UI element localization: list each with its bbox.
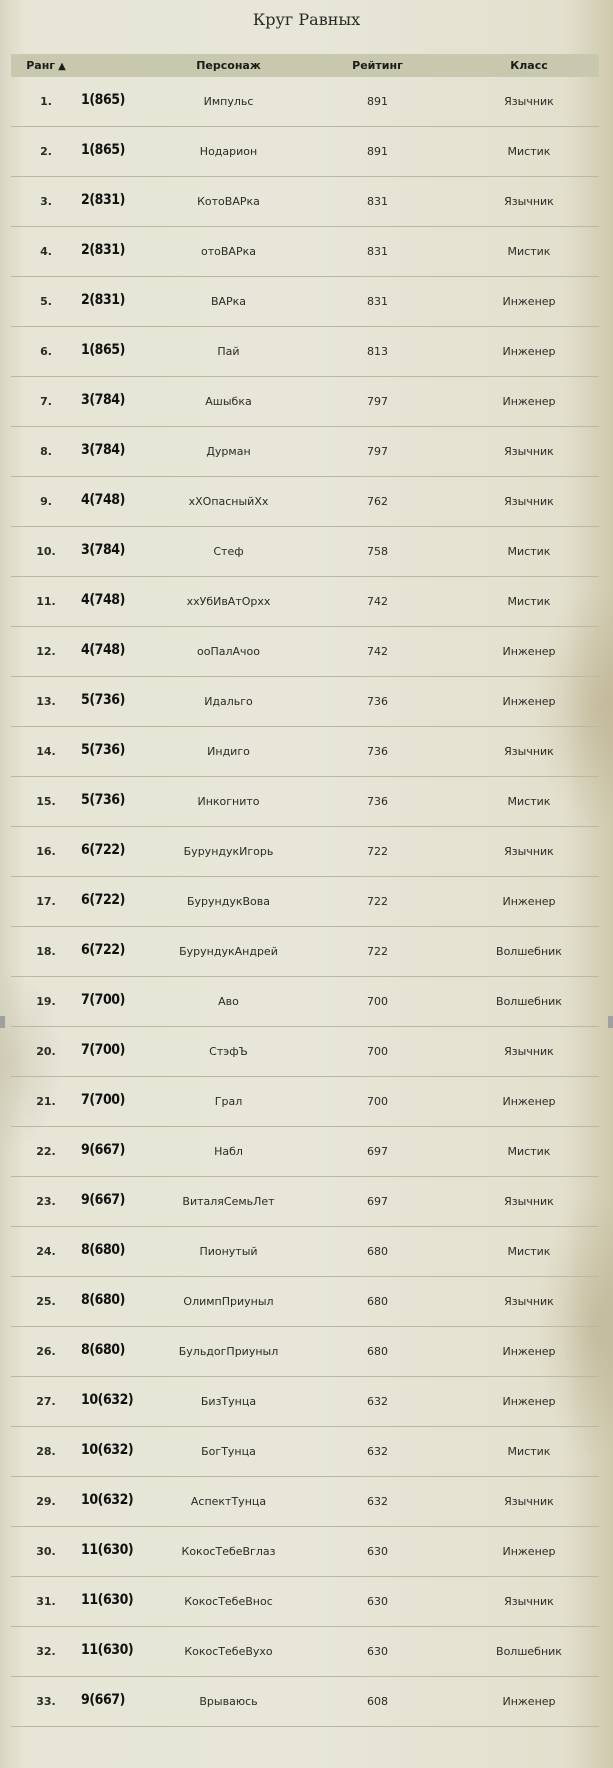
rank-cell: 11. — [36, 595, 56, 608]
class-cell: Язычник — [504, 1195, 554, 1208]
class-cell: Язычник — [504, 495, 554, 508]
table-body — [11, 77, 599, 1727]
table-row — [11, 1527, 599, 1577]
class-cell: Язычник — [504, 95, 554, 108]
class-cell: Инженер — [502, 695, 556, 708]
table-row — [11, 127, 599, 177]
character-name-cell[interactable]: БурундукАндрей — [179, 945, 278, 958]
character-name-cell[interactable]: ВиталяСемьЛет — [182, 1195, 275, 1208]
class-cell: Инженер — [502, 1695, 556, 1708]
bracket-cell: 4(748) — [81, 591, 125, 608]
rank-cell: 8. — [40, 445, 52, 458]
ranking-table — [11, 54, 599, 1727]
rank-cell: 17. — [36, 895, 56, 908]
character-name-cell[interactable]: Индиго — [207, 745, 250, 758]
sort-ascending-icon[interactable]: ▲ — [58, 61, 66, 72]
rank-cell: 10. — [36, 545, 56, 558]
class-cell: Волшебник — [496, 995, 562, 1008]
class-cell: Инженер — [502, 395, 556, 408]
bracket-cell: 10(632) — [81, 1491, 134, 1508]
rating-cell: 797 — [367, 445, 388, 458]
bracket-cell: 1(865) — [81, 91, 125, 108]
rating-cell: 630 — [367, 1595, 388, 1608]
table-row — [11, 777, 599, 827]
header-class[interactable]: Класс — [510, 59, 548, 72]
table-row — [11, 1227, 599, 1277]
character-name-cell[interactable]: Ашыбка — [205, 395, 252, 408]
class-cell: Мистик — [507, 795, 551, 808]
character-name-cell[interactable]: КокосТебеВглаз — [181, 1545, 276, 1558]
class-cell: Язычник — [504, 1595, 554, 1608]
character-name-cell[interactable]: ОлимпПриуныл — [183, 1295, 274, 1308]
table-row — [11, 1327, 599, 1377]
rank-cell: 24. — [36, 1245, 56, 1258]
character-name-cell[interactable]: ВАРка — [210, 295, 247, 308]
character-name-cell[interactable]: Врываюсь — [199, 1695, 258, 1708]
left-edge-marker — [0, 1016, 5, 1028]
class-cell: Волшебник — [496, 1645, 562, 1658]
rank-cell: 16. — [36, 845, 56, 858]
character-name-cell[interactable]: Инкогнито — [197, 795, 260, 808]
character-name-cell[interactable]: СтэфЪ — [209, 1045, 248, 1058]
character-name-cell[interactable]: отоВАРка — [201, 245, 256, 258]
bracket-cell: 6(722) — [81, 841, 125, 858]
rating-cell: 680 — [367, 1345, 388, 1358]
bracket-cell: 8(680) — [81, 1291, 125, 1308]
class-cell: Мистик — [507, 1445, 551, 1458]
character-name-cell[interactable]: БульдогПриуныл — [178, 1345, 279, 1358]
class-cell: Мистик — [507, 545, 551, 558]
bracket-cell: 9(667) — [81, 1141, 125, 1158]
table-header — [11, 54, 599, 77]
rating-cell: 813 — [367, 345, 388, 358]
character-name-cell[interactable]: АспектТунца — [190, 1495, 267, 1508]
bracket-cell: 11(630) — [81, 1641, 134, 1658]
table-row — [11, 477, 599, 527]
rating-cell: 630 — [367, 1545, 388, 1558]
character-name-cell[interactable]: Стеф — [213, 545, 244, 558]
character-name-cell[interactable]: Идальго — [204, 695, 253, 708]
bracket-cell: 7(700) — [81, 991, 125, 1008]
right-edge-marker — [608, 1016, 613, 1028]
class-cell: Инженер — [502, 895, 556, 908]
rating-cell: 797 — [367, 395, 388, 408]
bracket-cell: 2(831) — [81, 291, 125, 308]
header-rank-label: Ранг — [26, 59, 56, 72]
class-cell: Мистик — [507, 145, 551, 158]
character-name-cell[interactable]: БурундукИгорь — [183, 845, 274, 858]
rank-cell: 13. — [36, 695, 56, 708]
character-name-cell[interactable]: Пионутый — [199, 1245, 258, 1258]
rank-cell: 33. — [36, 1695, 56, 1708]
table-row — [11, 977, 599, 1027]
rating-cell: 831 — [367, 195, 388, 208]
bracket-cell: 3(784) — [81, 441, 125, 458]
rating-cell: 891 — [367, 145, 388, 158]
rating-cell: 742 — [367, 645, 388, 658]
rank-cell: 26. — [36, 1345, 56, 1358]
bracket-cell: 8(680) — [81, 1241, 125, 1258]
class-cell: Инженер — [502, 295, 556, 308]
bracket-cell: 3(784) — [81, 391, 125, 408]
rank-cell: 15. — [36, 795, 56, 808]
class-cell: Мистик — [507, 595, 551, 608]
class-cell: Инженер — [502, 1545, 556, 1558]
class-cell: Язычник — [504, 1045, 554, 1058]
character-name-cell[interactable]: БизТунца — [200, 1395, 257, 1408]
character-name-cell[interactable]: БурундукВова — [187, 895, 270, 908]
class-cell: Язычник — [504, 845, 554, 858]
rank-cell: 5. — [40, 295, 52, 308]
bracket-cell: 9(667) — [81, 1191, 125, 1208]
bracket-cell: 4(748) — [81, 641, 125, 658]
table-row — [11, 1477, 599, 1527]
rating-cell: 700 — [367, 995, 388, 1008]
bracket-cell: 11(630) — [81, 1541, 134, 1558]
class-cell: Язычник — [504, 1495, 554, 1508]
class-cell: Язычник — [504, 445, 554, 458]
table-row — [11, 877, 599, 927]
character-name-cell[interactable]: БогТунца — [201, 1445, 256, 1458]
table-row — [11, 77, 599, 127]
class-cell: Инженер — [502, 645, 556, 658]
rating-cell: 632 — [367, 1395, 388, 1408]
bracket-cell: 5(736) — [81, 791, 125, 808]
table-row — [11, 327, 599, 377]
rank-cell: 30. — [36, 1545, 56, 1558]
rank-cell: 25. — [36, 1295, 56, 1308]
rating-cell: 630 — [367, 1645, 388, 1658]
table-row — [11, 1427, 599, 1477]
bracket-cell: 5(736) — [81, 741, 125, 758]
rank-cell: 9. — [40, 495, 52, 508]
table-row — [11, 1377, 599, 1427]
table-row — [11, 1127, 599, 1177]
rating-cell: 722 — [367, 845, 388, 858]
class-cell: Язычник — [504, 1295, 554, 1308]
character-name-cell[interactable]: Набл — [214, 1145, 243, 1158]
table-row — [11, 277, 599, 327]
character-name-cell[interactable]: Импульс — [203, 95, 254, 108]
class-cell: Язычник — [504, 195, 554, 208]
table-row — [11, 927, 599, 977]
rank-cell: 7. — [40, 395, 52, 408]
table-row — [11, 227, 599, 277]
rating-cell: 700 — [367, 1045, 388, 1058]
rank-cell: 14. — [36, 745, 56, 758]
rating-cell: 680 — [367, 1245, 388, 1258]
rating-cell: 736 — [367, 795, 388, 808]
table-row — [11, 1077, 599, 1127]
rating-cell: 632 — [367, 1445, 388, 1458]
table-row — [11, 627, 599, 677]
rank-cell: 2. — [40, 145, 52, 158]
class-cell: Инженер — [502, 1395, 556, 1408]
rating-cell: 736 — [367, 745, 388, 758]
rating-cell: 891 — [367, 95, 388, 108]
rank-cell: 21. — [36, 1095, 56, 1108]
table-row — [11, 827, 599, 877]
class-cell: Мистик — [507, 245, 551, 258]
character-name-cell[interactable]: ооПалАчоо — [197, 645, 260, 658]
class-cell: Инженер — [502, 345, 556, 358]
bracket-cell: 10(632) — [81, 1391, 134, 1408]
bracket-cell: 7(700) — [81, 1041, 125, 1058]
class-cell: Язычник — [504, 745, 554, 758]
table-row — [11, 1177, 599, 1227]
bracket-cell: 3(784) — [81, 541, 125, 558]
table-row — [11, 1277, 599, 1327]
character-name-cell[interactable]: Нодарион — [199, 145, 258, 158]
character-name-cell[interactable]: Пай — [217, 345, 240, 358]
rating-cell: 632 — [367, 1495, 388, 1508]
header-character[interactable]: Персонаж — [196, 59, 261, 72]
rating-cell: 697 — [367, 1195, 388, 1208]
class-cell: Инженер — [502, 1095, 556, 1108]
character-name-cell[interactable]: КокосТебеВухо — [184, 1645, 273, 1658]
rank-cell: 3. — [40, 195, 52, 208]
rank-cell: 22. — [36, 1145, 56, 1158]
bracket-cell: 1(865) — [81, 341, 125, 358]
bracket-cell: 8(680) — [81, 1341, 125, 1358]
header-rating[interactable]: Рейтинг — [352, 59, 403, 72]
rank-cell: 20. — [36, 1045, 56, 1058]
table-row — [11, 377, 599, 427]
table-row — [11, 577, 599, 627]
table-row — [11, 677, 599, 727]
page-title: Круг Равных — [252, 10, 361, 29]
class-cell: Мистик — [507, 1145, 551, 1158]
table-row — [11, 1677, 599, 1727]
rank-cell: 12. — [36, 645, 56, 658]
character-name-cell[interactable]: хХОпасныйХх — [188, 495, 269, 508]
rating-cell: 722 — [367, 945, 388, 958]
bracket-cell: 5(736) — [81, 691, 125, 708]
rank-cell: 31. — [36, 1595, 56, 1608]
bracket-cell: 7(700) — [81, 1091, 125, 1108]
header-rank[interactable] — [11, 59, 81, 72]
character-name-cell[interactable]: Дурман — [206, 445, 251, 458]
rating-cell: 758 — [367, 545, 388, 558]
character-name-cell[interactable]: ххУбИвАтОрхх — [186, 595, 271, 608]
rank-cell: 29. — [36, 1495, 56, 1508]
class-cell: Волшебник — [496, 945, 562, 958]
rating-cell: 700 — [367, 1095, 388, 1108]
table-row — [11, 527, 599, 577]
character-name-cell[interactable]: КотоВАРка — [197, 195, 260, 208]
rating-cell: 608 — [367, 1695, 388, 1708]
table-row — [11, 427, 599, 477]
rank-cell: 28. — [36, 1445, 56, 1458]
rank-cell: 18. — [36, 945, 56, 958]
bracket-cell: 11(630) — [81, 1591, 134, 1608]
bracket-cell: 9(667) — [81, 1691, 125, 1708]
table-row — [11, 1577, 599, 1627]
bracket-cell: 6(722) — [81, 941, 125, 958]
bracket-cell: 2(831) — [81, 241, 125, 258]
bracket-cell: 6(722) — [81, 891, 125, 908]
bracket-cell: 4(748) — [81, 491, 125, 508]
rank-cell: 32. — [36, 1645, 56, 1658]
character-name-cell[interactable]: КокосТебеВнос — [184, 1595, 273, 1608]
table-row — [11, 1627, 599, 1677]
rank-cell: 4. — [40, 245, 52, 258]
rating-cell: 762 — [367, 495, 388, 508]
bracket-cell: 1(865) — [81, 141, 125, 158]
rank-cell: 1. — [40, 95, 52, 108]
class-cell: Мистик — [507, 1245, 551, 1258]
rank-cell: 27. — [36, 1395, 56, 1408]
character-name-cell[interactable]: Грал — [214, 1095, 243, 1108]
rating-cell: 697 — [367, 1145, 388, 1158]
rating-cell: 722 — [367, 895, 388, 908]
rating-cell: 742 — [367, 595, 388, 608]
rank-cell: 6. — [40, 345, 52, 358]
bracket-cell: 10(632) — [81, 1441, 134, 1458]
rating-cell: 831 — [367, 245, 388, 258]
class-cell: Инженер — [502, 1345, 556, 1358]
table-row — [11, 177, 599, 227]
rank-cell: 19. — [36, 995, 56, 1008]
bracket-cell: 2(831) — [81, 191, 125, 208]
rating-cell: 736 — [367, 695, 388, 708]
rating-cell: 831 — [367, 295, 388, 308]
rank-cell: 23. — [36, 1195, 56, 1208]
table-row — [11, 1027, 599, 1077]
table-row — [11, 727, 599, 777]
rating-cell: 680 — [367, 1295, 388, 1308]
character-name-cell[interactable]: Аво — [218, 995, 239, 1008]
